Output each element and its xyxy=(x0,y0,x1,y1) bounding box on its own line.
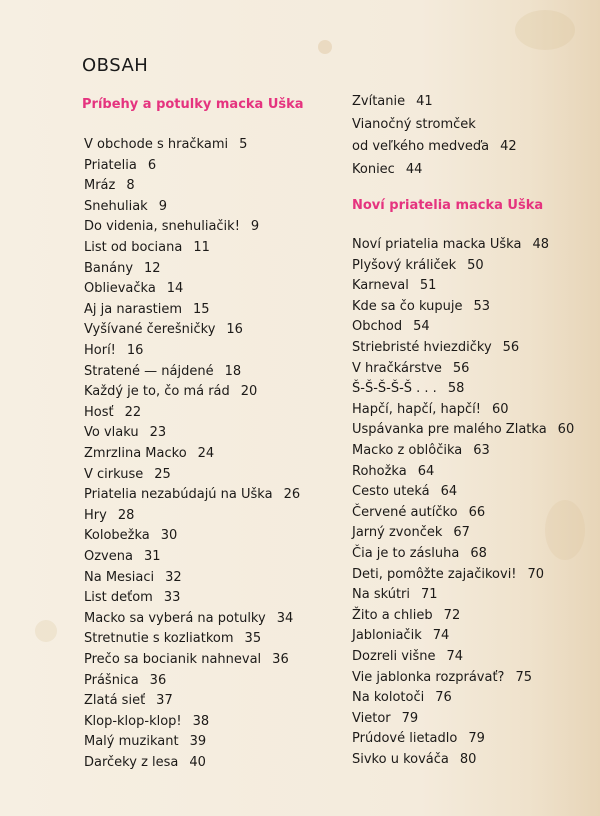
toc-entry-page: 60 xyxy=(557,422,575,438)
toc-entry-title: Zmrzlina Macko xyxy=(84,446,187,461)
toc-entry xyxy=(84,611,293,627)
toc-entry-title: Banány xyxy=(84,260,134,276)
toc-entry-page: 56 xyxy=(502,340,520,355)
toc-entry-title: Ozvena xyxy=(84,549,133,564)
toc-entry-page: 22 xyxy=(124,404,142,420)
toc-entry-page: 26 xyxy=(283,487,301,503)
toc-entry xyxy=(352,94,433,110)
toc-entry-page: 37 xyxy=(156,693,173,709)
toc-entry xyxy=(84,734,206,750)
toc-entry-title: V hračkárstve xyxy=(352,360,442,376)
toc-entry-title: Prečo sa bocianik nahneval xyxy=(84,652,262,667)
toc-entry xyxy=(84,693,173,709)
toc-entry-title: Plyšový králiček xyxy=(352,257,457,273)
toc-entry xyxy=(84,240,210,256)
toc-entry xyxy=(352,299,490,315)
toc-entry xyxy=(352,628,449,644)
toc-entry xyxy=(352,505,485,521)
toc-entry-page: 44 xyxy=(405,162,423,178)
toc-entry-title: Snehuliak xyxy=(84,198,148,214)
toc-entry-page: 63 xyxy=(473,443,490,458)
toc-entry-title: Cesto uteká xyxy=(352,484,430,500)
toc-entry-page: 16 xyxy=(126,343,144,358)
toc-entry-page: 9 xyxy=(158,198,167,214)
toc-entry-page: 70 xyxy=(527,566,545,582)
toc-entry-page: 72 xyxy=(443,607,461,623)
toc-entry xyxy=(352,567,544,583)
toc-entry xyxy=(352,608,460,624)
toc-entry-title: List od bociana xyxy=(84,240,183,255)
toc-entry-page: 28 xyxy=(117,507,135,523)
toc-entry xyxy=(352,443,490,459)
toc-entry xyxy=(352,711,418,727)
toc-entry-title: Dozreli višne xyxy=(352,649,436,664)
toc-entry-title: Každý je to, čo má rád xyxy=(84,384,230,400)
toc-entry-title: Malý muzikant xyxy=(84,734,179,750)
toc-entry-page: 39 xyxy=(189,734,207,750)
toc-entry-title: od veľkého medveďa xyxy=(352,139,490,155)
toc-entry xyxy=(84,158,156,174)
toc-entry-page: 67 xyxy=(453,525,470,541)
toc-entry-page: 80 xyxy=(459,752,477,767)
toc-entry xyxy=(352,464,434,480)
toc-entry-page: 6 xyxy=(147,157,157,173)
toc-entry-page: 12 xyxy=(144,260,161,276)
toc-entry-page: 24 xyxy=(197,446,215,461)
toc-entry-title: V cirkuse xyxy=(84,466,144,482)
left-section-title: Príbehy a potulky macka Uška xyxy=(82,97,304,112)
toc-entry-page: 71 xyxy=(421,587,438,603)
toc-entry-page: 33 xyxy=(163,590,181,606)
toc-entry xyxy=(352,361,469,377)
toc-entry xyxy=(352,139,517,155)
toc-entry-page: 30 xyxy=(160,528,178,544)
toc-entry xyxy=(352,402,508,418)
toc-entry xyxy=(84,590,180,606)
page-title: OBSAH xyxy=(82,55,149,76)
toc-entry-title: Rohožka xyxy=(352,463,407,479)
toc-entry-title: Vie jablonka rozprávať? xyxy=(352,669,505,685)
toc-entry xyxy=(352,731,485,747)
toc-entry-title: Priatelia nezabúdajú na Uška xyxy=(84,487,273,503)
toc-entry-page: 25 xyxy=(154,466,171,482)
toc-entry-title: Jarný zvonček xyxy=(352,525,443,541)
toc-entry xyxy=(84,137,247,153)
toc-entry-page: 5 xyxy=(239,137,248,152)
toc-entry-page: 76 xyxy=(435,690,452,706)
toc-entry xyxy=(84,302,210,318)
toc-entry-page: 32 xyxy=(165,569,182,585)
toc-entry xyxy=(84,364,241,380)
toc-entry-page: 11 xyxy=(193,240,210,255)
toc-entry xyxy=(352,422,574,438)
toc-entry-page: 31 xyxy=(143,549,161,564)
toc-entry-title: Na Mesiaci xyxy=(84,569,155,585)
toc-entry-title: Vietor xyxy=(352,710,391,726)
toc-entry-page: 74 xyxy=(432,628,450,644)
toc-entry-page: 36 xyxy=(272,652,289,667)
toc-entry xyxy=(84,570,182,586)
toc-entry xyxy=(84,467,171,483)
toc-entry-title: Š-Š-Š-Š-Š . . . xyxy=(352,381,437,397)
toc-entry-title: List deťom xyxy=(84,590,153,606)
toc-entry-page: 42 xyxy=(500,139,517,155)
toc-entry-title: Macko sa vyberá na potulky xyxy=(84,610,266,626)
toc-entry-title: Prúdové lietadlo xyxy=(352,731,458,747)
toc-entry xyxy=(84,714,209,730)
toc-entry-page: 50 xyxy=(467,257,484,273)
toc-entry-title: Do videnia, snehuliačik! xyxy=(84,219,240,235)
toc-entry-page: 9 xyxy=(250,219,260,235)
toc-entry-title: Hapčí, hapčí, hapčí! xyxy=(352,401,481,417)
toc-entry-page: 56 xyxy=(452,360,470,376)
toc-entry-page: 51 xyxy=(419,278,437,294)
toc-entry-title: Koniec xyxy=(352,162,395,178)
toc-entry-title: Červené autíčko xyxy=(352,504,458,520)
toc-entry xyxy=(352,484,457,500)
toc-entry xyxy=(352,690,452,706)
toc-entry-title: Vyšívané čerešničky xyxy=(84,322,216,338)
toc-entry xyxy=(84,487,300,503)
toc-entry-title: Vianočný stromček xyxy=(352,116,476,132)
toc-entry-title: Na skútri xyxy=(352,587,411,603)
toc-entry xyxy=(84,281,183,297)
toc-entry-page: 64 xyxy=(417,463,435,479)
toc-entry-title: Priatelia xyxy=(84,157,137,173)
toc-entry-page: 48 xyxy=(532,237,549,252)
toc-entry-page: 58 xyxy=(447,381,465,397)
toc-entry-page: 20 xyxy=(240,384,258,400)
toc-entry xyxy=(84,178,135,194)
toc-entry-title: Uspávanka pre malého Zlatka xyxy=(352,422,547,438)
toc-entry-page: 75 xyxy=(515,669,532,685)
toc-entry-page: 16 xyxy=(226,322,243,338)
toc-entry-title: Zvítanie xyxy=(352,94,406,109)
toc-entry xyxy=(84,549,161,565)
toc-entry-title: Horí! xyxy=(84,343,116,358)
toc-entry-title: Aj ja narastiem xyxy=(84,301,183,317)
toc-entry xyxy=(84,343,143,359)
toc-entry-page: 36 xyxy=(149,672,167,688)
toc-entry xyxy=(84,652,289,668)
toc-entry-page: 79 xyxy=(401,710,419,726)
toc-entry-page: 60 xyxy=(491,401,509,417)
toc-entry-page: 35 xyxy=(244,631,262,647)
toc-entry xyxy=(352,117,476,133)
toc-entry xyxy=(352,752,476,768)
toc-entry xyxy=(84,508,134,524)
toc-entry xyxy=(352,237,549,253)
toc-entry-title: Stretnutie s kozliatkom xyxy=(84,631,234,647)
toc-entry xyxy=(84,384,257,400)
toc-entry xyxy=(84,446,214,462)
toc-entry-title: Vo vlaku xyxy=(84,425,139,441)
toc-entry-page: 66 xyxy=(468,504,486,520)
right-section-title: Noví priatelia macka Uška xyxy=(352,198,544,213)
toc-entry-title: Noví priatelia macka Uška xyxy=(352,237,522,252)
toc-entry xyxy=(352,278,436,294)
toc-entry-page: 15 xyxy=(193,301,210,317)
toc-entry-title: Stratené — nájdené xyxy=(84,363,214,379)
toc-entry xyxy=(84,405,141,421)
toc-entry-page: 18 xyxy=(224,363,242,379)
toc-entry xyxy=(84,322,243,338)
toc-entry-title: Deti, pomôžte zajačikovi! xyxy=(352,566,517,582)
toc-entry xyxy=(352,587,438,603)
toc-entry-title: Karneval xyxy=(352,278,409,294)
toc-entry-title: Obchod xyxy=(352,319,403,335)
toc-entry-title: Čia je to zásluha xyxy=(352,546,460,561)
toc-entry-title: Žito a chlieb xyxy=(352,607,433,623)
toc-entry-title: Mráz xyxy=(84,178,116,194)
toc-entry-page: 54 xyxy=(413,319,430,335)
toc-entry xyxy=(84,425,166,441)
toc-entry-title: Oblievačka xyxy=(84,281,156,297)
toc-entry-title: Na kolotoči xyxy=(352,690,425,706)
toc-entry-title: Hry xyxy=(84,507,107,523)
toc-entry-page: 23 xyxy=(149,425,167,441)
toc-entry-title: Kolobežka xyxy=(84,528,150,544)
toc-entry-page: 53 xyxy=(473,298,491,314)
toc-entry-page: 79 xyxy=(468,731,485,747)
toc-entry-title: Sivko u kováča xyxy=(352,752,449,767)
toc-entry-page: 34 xyxy=(276,610,294,626)
toc-entry xyxy=(352,258,484,274)
toc-entry xyxy=(84,528,177,544)
toc-entry xyxy=(352,162,422,178)
toc-entry-page: 64 xyxy=(440,484,458,500)
toc-entry xyxy=(84,755,206,771)
toc-entry xyxy=(352,525,470,541)
toc-entry xyxy=(352,381,464,397)
toc-entry-page: 14 xyxy=(166,281,184,297)
toc-entry-title: Striebristé hviezdičky xyxy=(352,340,492,355)
toc-entry xyxy=(352,319,430,335)
toc-entry-page: 38 xyxy=(192,713,210,729)
toc-entry-page: 74 xyxy=(446,649,464,664)
toc-entry-page: 68 xyxy=(470,546,487,561)
toc-entry-page: 40 xyxy=(189,755,206,770)
paper-stain xyxy=(35,620,57,642)
toc-entry xyxy=(352,649,463,665)
paper-stain xyxy=(318,40,332,54)
toc-entry-title: Jabloniačik xyxy=(352,628,422,644)
paper-stain xyxy=(545,500,585,560)
toc-entry xyxy=(352,546,487,562)
toc-entry-page: 41 xyxy=(416,94,433,109)
toc-entry-title: Kde sa čo kupuje xyxy=(352,298,463,314)
toc-entry xyxy=(84,631,261,647)
toc-entry-title: Macko z oblôčika xyxy=(352,443,463,458)
toc-entry xyxy=(352,670,532,686)
paper-stain xyxy=(515,10,575,50)
toc-entry xyxy=(84,673,166,689)
toc-entry-page: 8 xyxy=(126,178,135,194)
toc-entry-title: Prášnica xyxy=(84,672,139,688)
toc-entry xyxy=(84,219,259,235)
toc-entry-title: Hosť xyxy=(84,404,114,420)
toc-entry-title: V obchode s hračkami xyxy=(84,137,229,152)
toc-entry-title: Klop-klop-klop! xyxy=(84,713,182,729)
toc-entry-title: Zlatá sieť xyxy=(84,693,146,709)
toc-entry-title: Darčeky z lesa xyxy=(84,755,179,770)
toc-entry xyxy=(84,261,161,277)
toc-entry xyxy=(84,199,167,215)
toc-entry xyxy=(352,340,519,356)
